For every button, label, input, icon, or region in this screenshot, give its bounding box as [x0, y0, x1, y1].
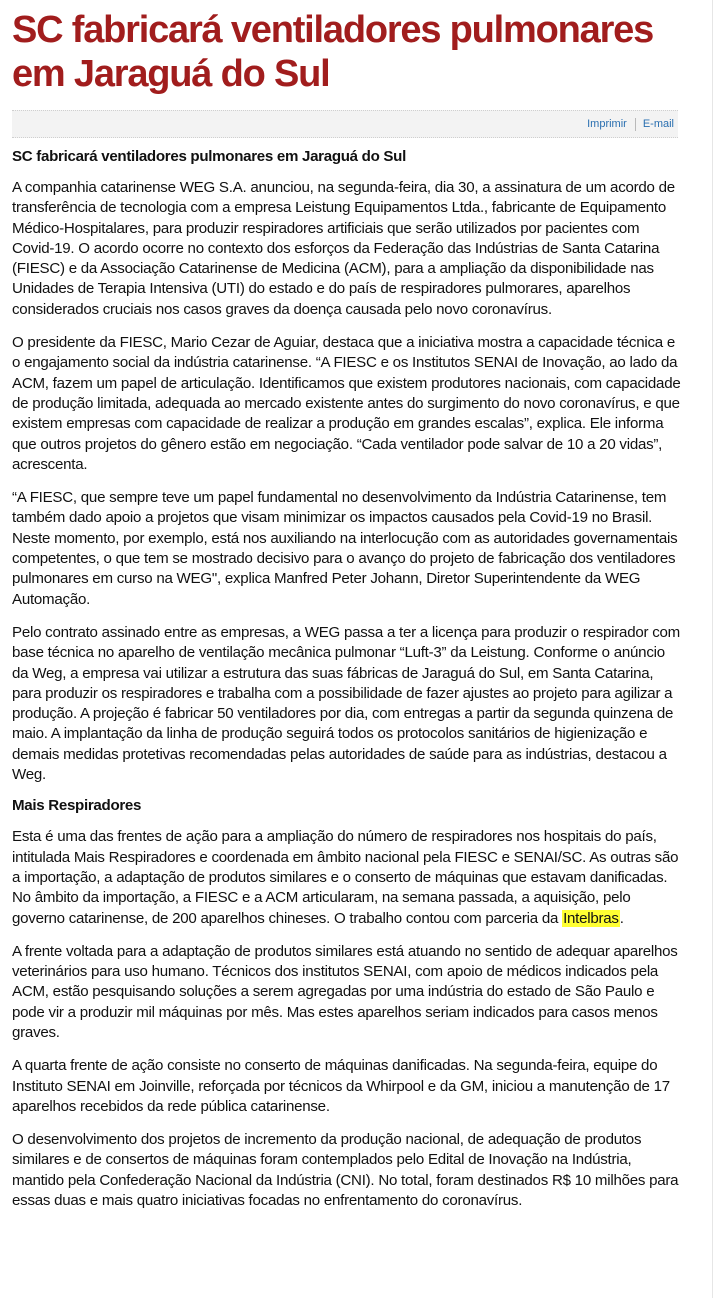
article-paragraph [12, 827, 684, 928]
page-headline: SC fabricará ventiladores pulmonares em Jaraguá do Sul [12, 9, 654, 95]
article-paragraph: “A FIESC, que sempre teve um papel fundamental no desenvolvimento da Indústria Catarinense, tem também dado apoio a projetos que visam minimizar os impactos causados pela Covid-19 no Brasil. Neste momento, por exemplo, está nos auxiliando na interlocução com as autoridades governamentais competentes, o que tem se mostrado decisivo para o avanço do projeto de fabricação dos ventiladores pulmonares em curso na WEG", explica Manfred Peter Johann, Diretor Superintendente da WEG Automação. [12, 489, 678, 608]
email-link[interactable]: E-mail [642, 118, 674, 130]
article-paragraph: A companhia catarinense WEG S.A. anunciou, na segunda-feira, dia 30, a assinatura de um acordo de transferência de tecnologia com a empresa Leistung Equipamentos Ltda., fabricante de Equipamento Médico-Hospitalares, para produzir respiradores artificiais que serão utilizados por pacientes com Covid-19. O acordo ocorre no contexto dos esforços da Federação das Indústrias de Santa Catarina (FIESC) e da Associação Catarinense de Medicina (ACM), para a ampliação da disponibilidade nas Unidades de Terapia Intensiva (UTI) do estado e do país de respiradores pulmorares, aparelhos considerados cruciais nos casos graves da doença causada pelo novo coronavírus. [12, 179, 675, 318]
toolbar-divider [635, 118, 636, 131]
paragraph-text: Esta é uma das frentes de ação para a ampliação do número de respiradores nos hospitais do país, intitulada Mais Respiradores e coordenada em âmbito nacional pela FIESC e SENAI/SC. As outras são a importação, a adaptação de produtos similares e o conserto de máquinas que estavam danificadas. No âmbito da importação, a FIESC e a ACM articularam, na semana passada, a aquisição, pelo governo catarinense, de 200 aparelhos chineses. O trabalho contou com parceria da [12, 828, 679, 927]
highlighted-term: Intelbras [563, 909, 619, 927]
article-paragraph: O desenvolvimento dos projetos de incremento da produção nacional, de adequação de produtos similares e de consertos de máquinas foram contemplados pelo Edital de Inovação na Indústria, mantido pela Confederação Nacional da Indústria (CNI). No total, foram destinados R$ 10 milhões para essas duas e mais quatro iniciativas focadas no enfrentamento do coronavírus. [12, 1131, 679, 1210]
section-subheading: Mais Respiradores [12, 797, 142, 815]
article-body [12, 143, 684, 1211]
article-paragraph: Pelo contrato assinado entre as empresas, a WEG passa a ter a licença para produzir o respirador com base técnica no aparelho de ventilação mecânica pulmonar “Luft-3” da Leistung. Conforme o anúncio da Weg, a empresa vai utilizar a estrutura das suas fábricas de Jaraguá do Sul, em Santa Catarina, para produzir os respiradores e trabalha com a possibilidade de fazer ajustes ao projeto para agilizar a produção. A projeção é fabricar 50 ventiladores por dia, com entregas a partir da segunda quinzena de maio. A implantação da linha de produção seguirá todos os protocolos sanitários de higienização e demais medidas protetivas recomendadas pelas autoridades de saúde para as indústrias, destacou a Weg. [12, 623, 680, 784]
toolbar-links [587, 118, 674, 131]
page-right-border [712, 0, 713, 1298]
article-paragraph: A frente voltada para a adaptação de produtos similares está atuando no sentido de adequar aparelhos veterinários para uso humano. Técnicos dos institutos SENAI, com apoio de médicos indicados pela ACM, estão pesquisando soluções a serem agregadas por uma indústria do estado de São Paulo e pode vir a produzir mil máquinas por mês. Mas estes aparelhos seriam indicados para casos menos graves. [12, 942, 678, 1041]
paragraph-text: . [619, 909, 624, 927]
article-paragraph: O presidente da FIESC, Mario Cezar de Aguiar, destaca que a iniciativa mostra a capacidade técnica e o engajamento social da indústria catarinense. “A FIESC e os Institutos SENAI de Inovação, ao lado da ACM, fazem um papel de articulação. Identificamos que existem produtores nacionais, com capacidade de produção limitada, adequada ao mercado existente antes do surgimento do novo coronavírus, e que existem empresas com capacidade de realizar a produção em grandes escalas”, explica. Ele informa que outros projetos do gênero estão em negociação. “Cada ventilador pode salvar de 10 a 20 vidas”, acrescenta. [12, 334, 681, 473]
article-toolbar [12, 110, 678, 138]
article-title: SC fabricará ventiladores pulmonares em Jaraguá do Sul [12, 148, 406, 165]
print-link[interactable]: Imprimir [587, 118, 627, 130]
article-paragraph: A quarta frente de ação consiste no conserto de máquinas danificadas. Na segunda-feira, equipe do Instituto SENAI em Joinville, reforçada por técnicos da Whirpool e da GM, iniciou a manutenção de 17 aparelhos recebidos da rede pública catarinense. [12, 1057, 670, 1115]
